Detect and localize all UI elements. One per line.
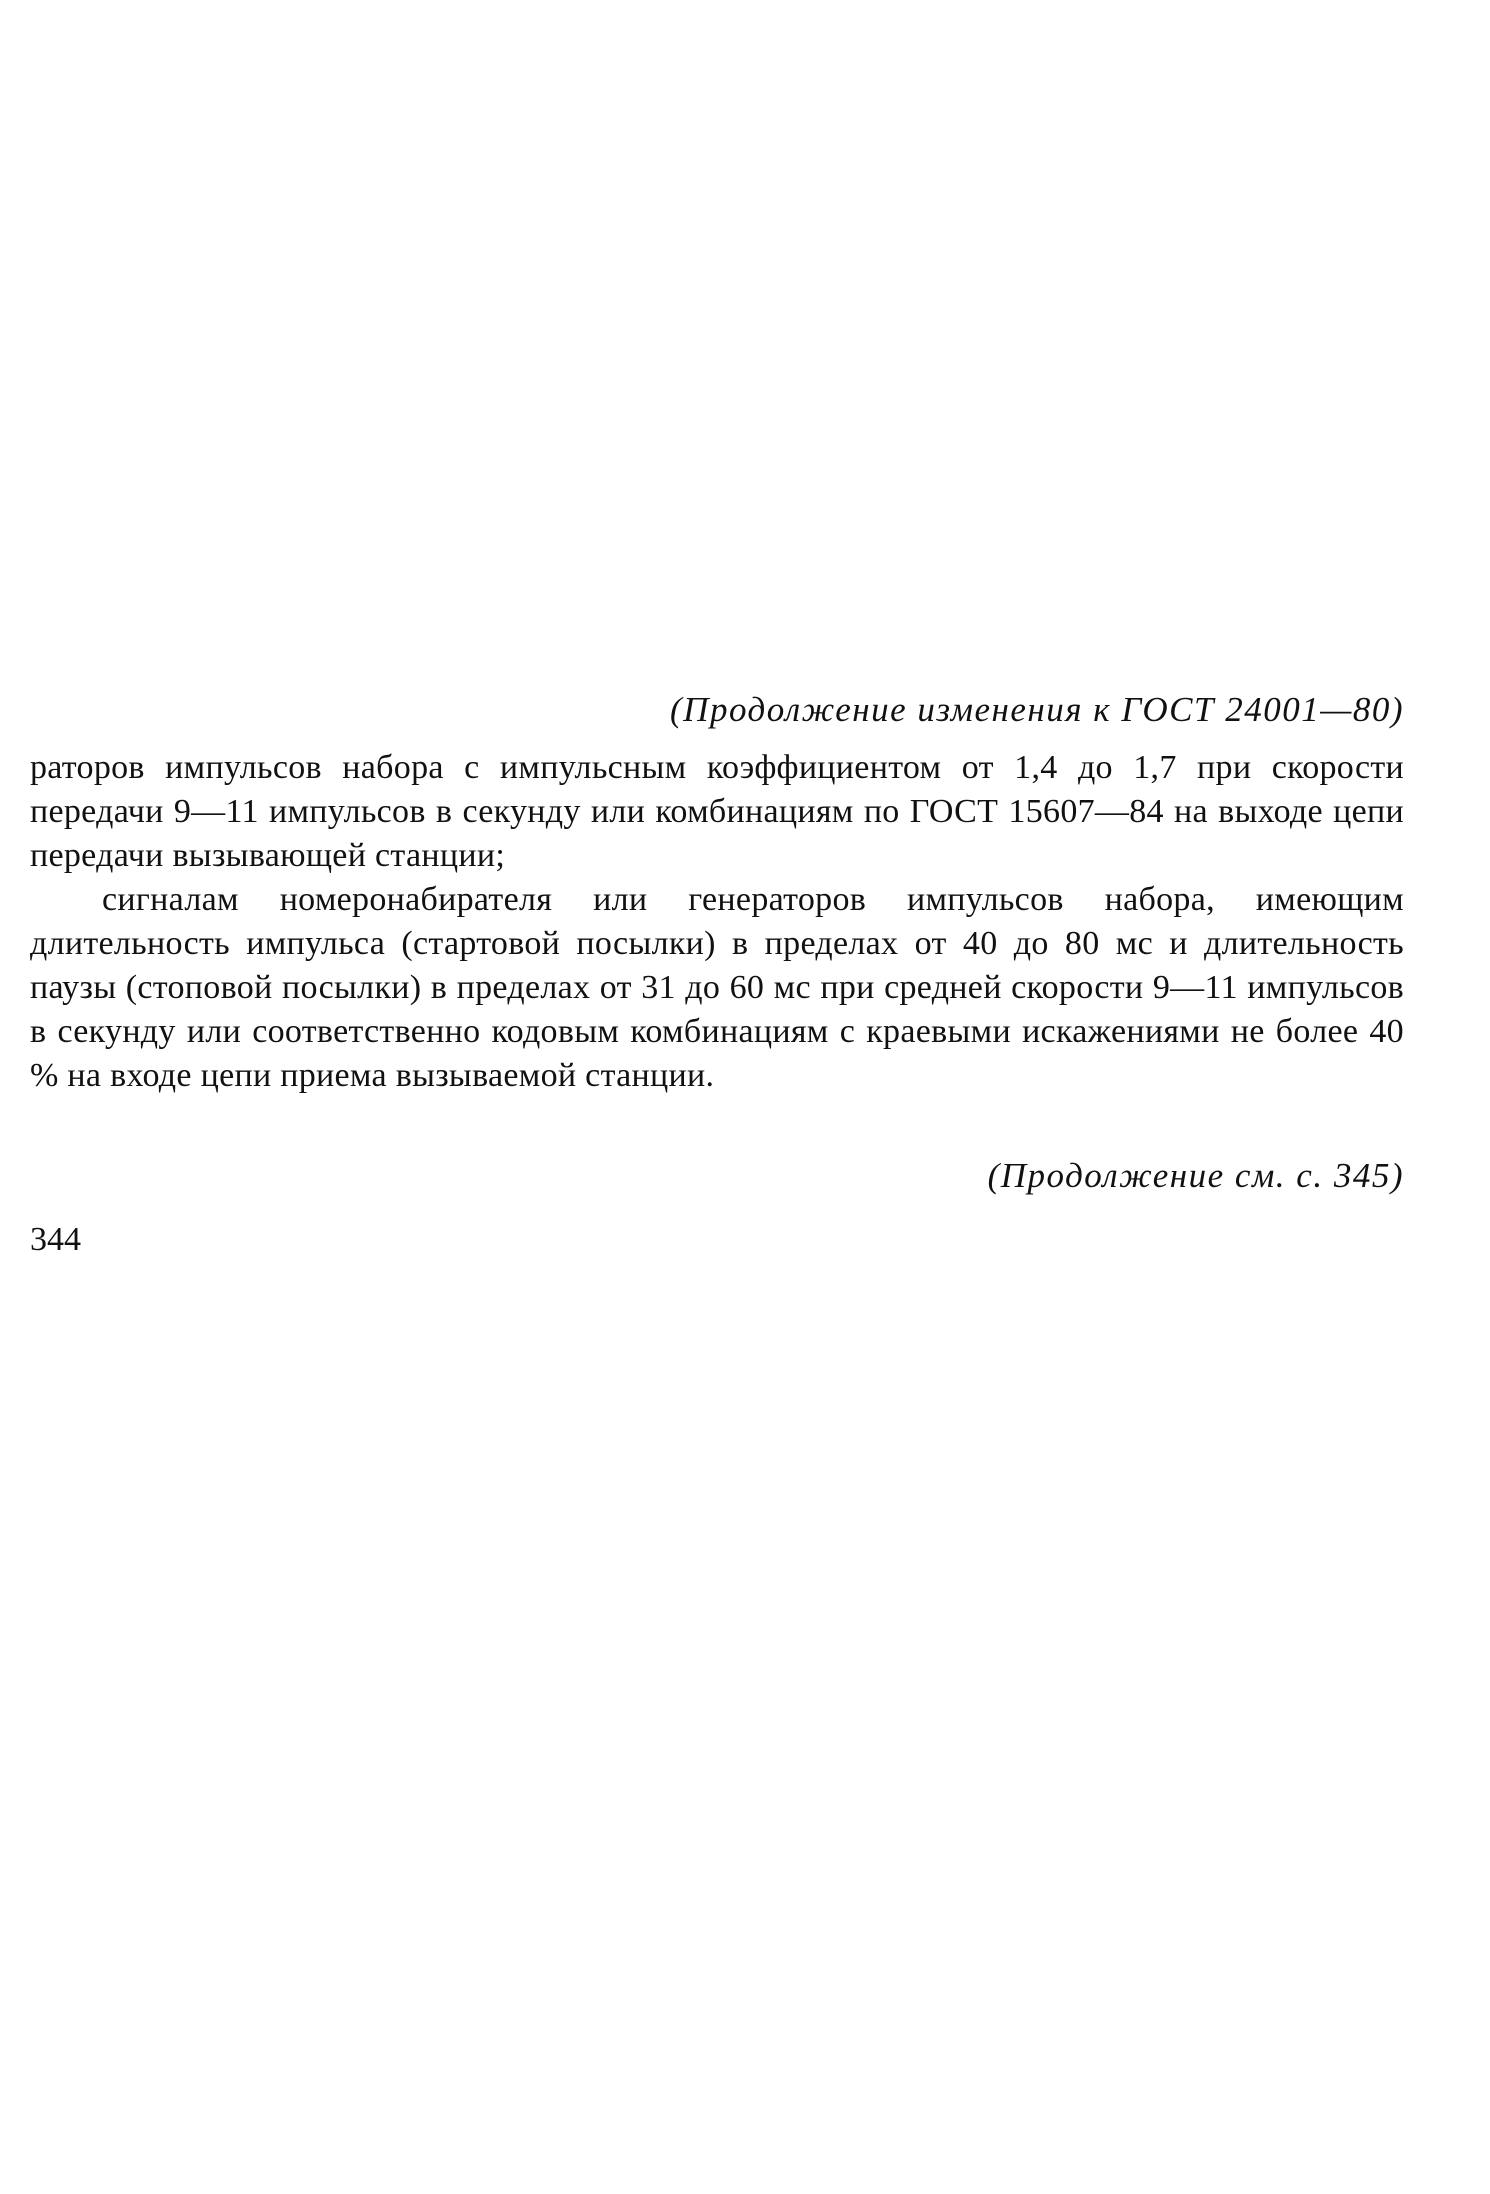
paragraph-2: сигналам номеронабирателя или генераторов импульсов набора, имеющим длительность импульса (стартовой посылки) в пределах от 40 до 80 мс и длительность паузы (стоповой посылки) в пределах от 31 до 60 мс при средней скорости 9—11 импульсов в секунду или соответственно кодовым комбинациям с краевыми искажениями не более 40 % на входе цепи приема вызываемой станции. — [30, 881, 1404, 1094]
body-text — [30, 746, 1404, 1098]
paragraph-1: раторов импульсов набора с импульсным коэффициентом от 1,4 до 1,7 при скорости передачи 9—11 импульсов в секунду или комбинациям по ГОСТ 15607—84 на выходе цепи передачи вызывающей станции; — [30, 749, 1404, 874]
page-number: 344 — [30, 1221, 81, 1258]
continuation-header: (Продолжение изменения к ГОСТ 24001—80) — [670, 690, 1404, 729]
continuation-footer: (Продолжение см. с. 345) — [987, 1156, 1404, 1195]
